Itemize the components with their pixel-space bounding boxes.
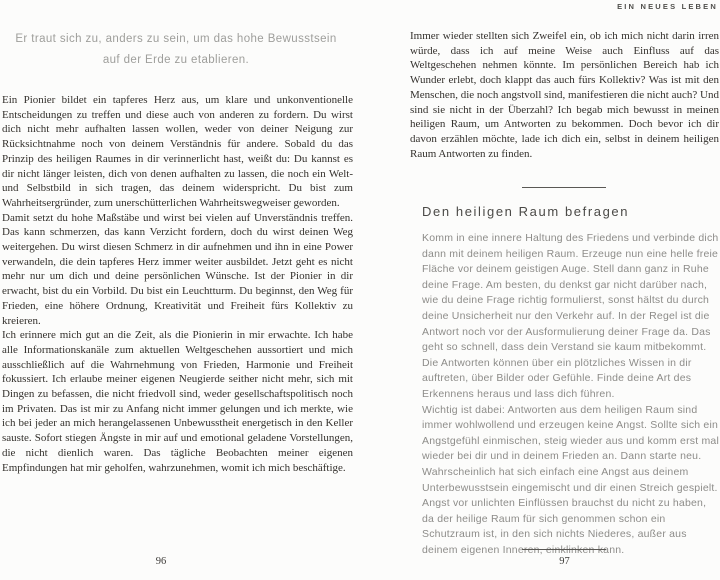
body-paragraph: Ein Pionier bildet ein tapferes Herz aus, um klare und unkonventionelle Entscheidungen zu treffen und diese auch von anderen zu fordern. Du wirst dich nicht mehr aufhalten lassen wollen, weder von deiner Neigung zur Rücksichtnahme noch von deinem Verständnis für andere. Sobald du das Prinzip des heiligen Raumes in dir verinnerlicht hast, weißt du: Du kannst es dir nicht länger leisten, dich von denen aufhalten zu lassen, die noch ein Welt- und Selbstbild in sich tragen, das deinem widerspricht. Du bist zum Wahrheitsergründer, zum unerschütterlichen Wahrheitswegweiser geworden. — [2, 94, 353, 209]
right-page-body — [410, 29, 719, 161]
page-number-left: 96 — [155, 556, 167, 567]
left-page-body — [2, 93, 353, 475]
exercise-title: Den heiligen Raum befragen — [422, 204, 630, 219]
page-number-right: 97 — [559, 556, 570, 567]
exercise-paragraph: Komm in eine innere Haltung des Friedens und verbinde dich dann mit deinem heiligen Raum. Erzeuge nun eine helle freie Fläche vor deinem geistigen Auge. Stell dann ganz in Ruhe deine Frage. Am besten, du denkst gar nicht darüber nach, wie du deine Frage richtig formulierst, sonst hältst du durch deine Unsicherheit nur den Verkehr auf. In der Regel ist die Antwort noch vor der Ausformulierung deiner Frage da. Das geht so schnell, dass dein Verstand sie kaum mitbekommt. Die Antworten können über ein plötzliches Wissen in dir auftreten, über Bilder oder Gefühle. Finde deine Art des Erkennens heraus und lass dich führen. — [422, 232, 719, 400]
section-divider-bottom — [522, 549, 606, 550]
exercise-body — [422, 231, 719, 558]
pull-quote: Er traut sich zu, anders zu sein, um das hohe Bewusstsein auf der Erde zu etablieren. — [15, 33, 337, 66]
running-header: EIN NEUES LEBEN — [617, 2, 718, 11]
section-divider-top — [522, 187, 606, 188]
body-paragraph: Ich erinnere mich gut an die Zeit, als die Pionierin in mir erwachte. Ich habe alle Informationskanäle zum aktuellen Weltgeschehen aussortiert und mich ausschließlich auf die Wahrnehmung von Frieden, Harmonie und Freiheit fokussiert. Ich erlaube meiner eigenen Neugierde seither nicht mehr, sich mit Dingen zu befassen, die nicht friedvoll sind, weder gesellschaftspolitisch noch im Privaten. Das ist mir zu Anfang nicht immer gelungen und ich merkte, wie ich bei jeder an mich herangelassenen Unbewusstheit energetisch in den Keller sauste. Sofort stiegen Ängste in mir auf und emotional geladene Vorstellungen, die nicht dienlich waren. Das tägliche Beobachten meiner eigenen Empfindungen hat mir geholfen, wahrzunehmen, womit ich mich beschäftige. — [2, 329, 353, 474]
body-paragraph: Damit setzt du hohe Maßstäbe und wirst bei vielen auf Unverständnis treffen. Das kann schmerzen, das kann Verzicht fordern, doch du wirst deinen Weg weitergehen. Du wirst diesen Schmerz in dir aufnehmen und ihn in eine Power verwandeln, die dein tapferes Herz immer weiter ausbildet. Jetzt geht es nicht mehr nur um dich und deine persönlichen Wünsche. Ist der Pionier in dir erwacht, bist du ein Vorbild. Du bist ein Leuchtturm. Du beginnst, den Weg für Frieden, eine höhere Ordnung, Kreativität und Freiheit fürs Kollektiv zu kreieren. — [2, 211, 353, 327]
exercise-paragraph: Wichtig ist dabei: Antworten aus dem heiligen Raum sind immer wohlwollend und erzeugen keine Angst. Sollte sich ein Angstgefühl einmischen, steig wieder aus und komm erst mal wieder bei dir und in deinem Frieden an. Dann starte neu. Wahrscheinlich hat sich einfach eine Angst aus deinem Unterbewusstsein eingemischt und dir einen Streich gespielt. Angst vor unlichten Einflüssen brauchst du nicht zu haben, da der heilige Raum für sich genommen schon ein Schutzraum ist, in den sich nichts Niederes, außer aus deinem eigenen Inneren, einklinken kann. — [422, 403, 719, 556]
body-paragraph: Immer wieder stellten sich Zweifel ein, ob ich mich nicht darin irren würde, dass ich auf meine Weise auch Einfluss auf das Weltgeschehen nehmen könnte. Im persönlichen Bereich hab ich Wunder erlebt, doch klappt das auch fürs Kollektiv? Was ist mit den Menschen, die noch angstvoll sind, manifestieren die nicht auch? Und sind sie nicht in der Überzahl? Ich begab mich bewusst in meinen heiligen Raum, um Antworten zu bekommen. Doch bevor ich dir davon erzählen möchte, lade ich dich ein, selbst in deinem heiligen Raum Antworten zu finden. — [410, 30, 719, 160]
